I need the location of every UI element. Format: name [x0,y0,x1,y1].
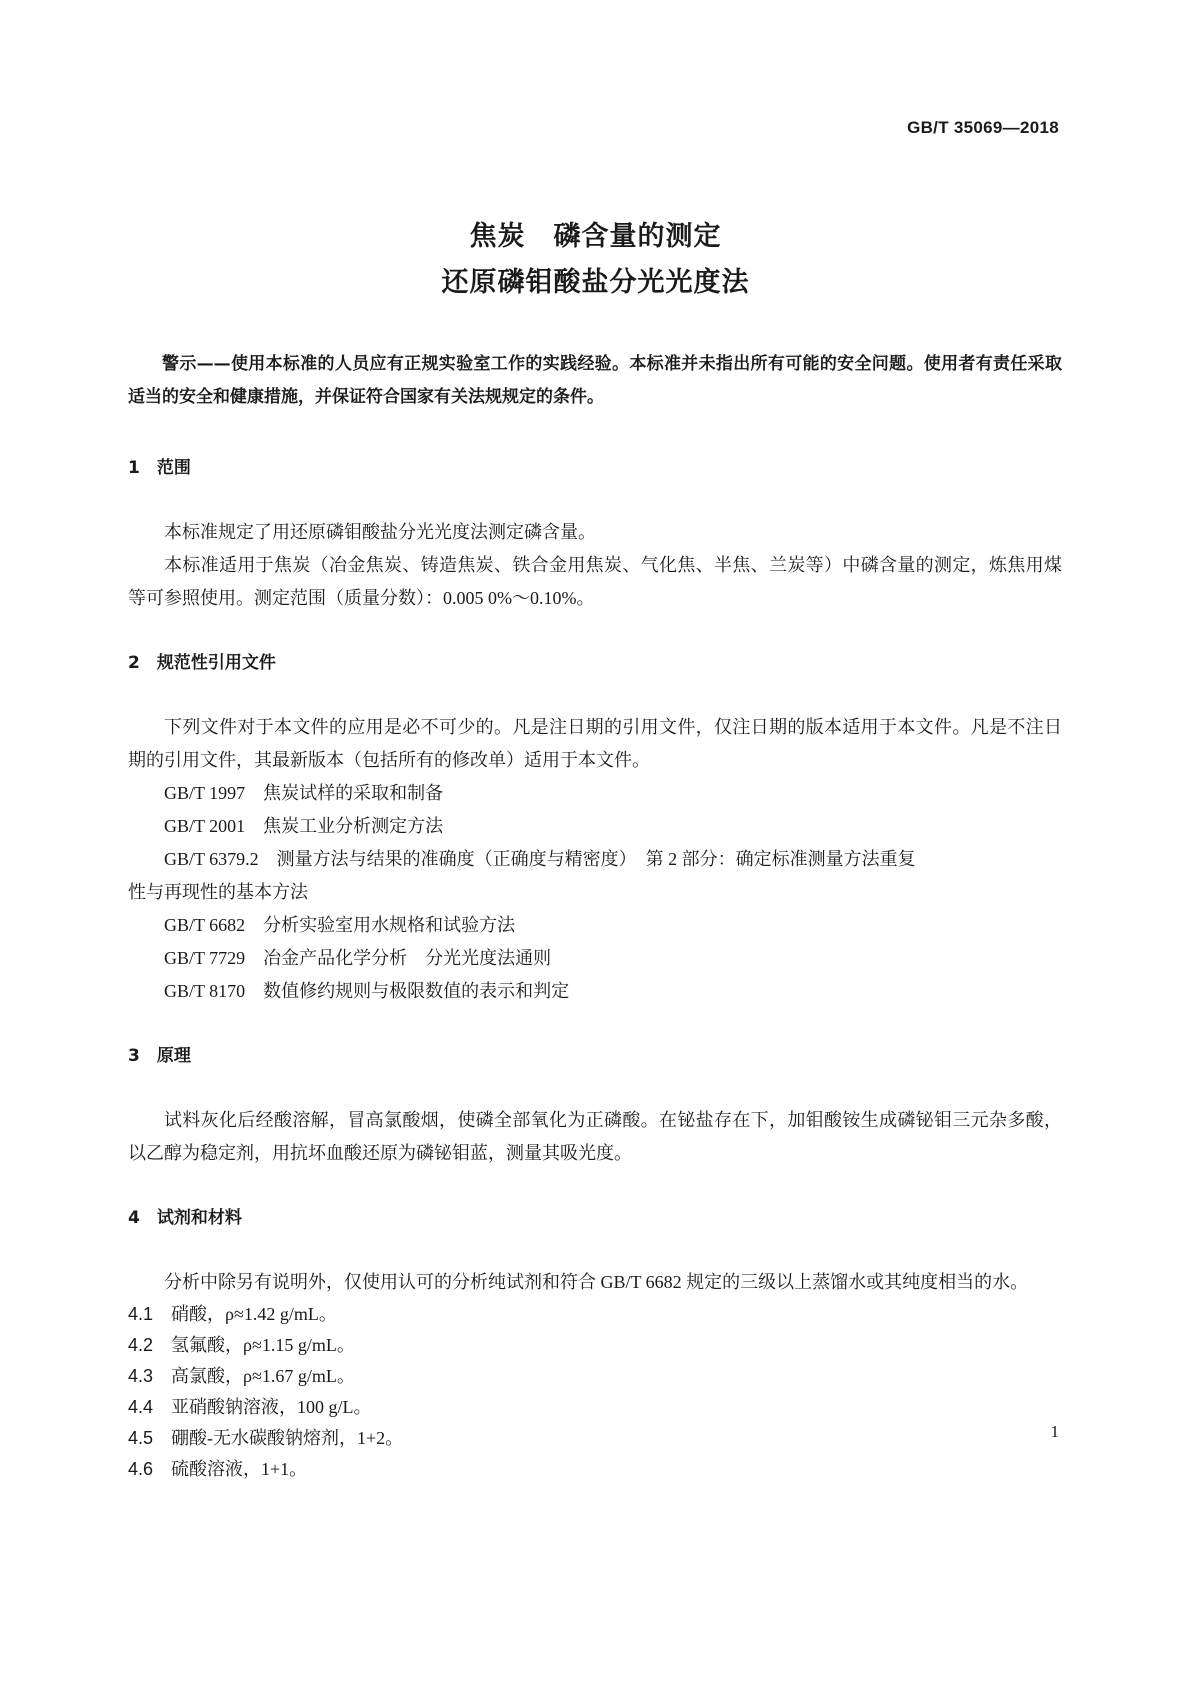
section-heading-references: 2 规范性引用文件 [128,653,276,673]
reference-item: GB/T 2001 焦炭工业分析测定方法 [164,816,444,836]
scope-paragraph: 本标准规定了用还原磷钼酸盐分光光度法测定磷含量。 [164,522,596,542]
reagent-item [128,1330,1062,1361]
reagent-text: 亚硝酸钠溶液，100 g/L。 [171,1397,372,1417]
reagent-number: 4.3 [128,1366,154,1386]
reagent-number: 4.4 [128,1397,154,1417]
reference-item: GB/T 6379.2 测量方法与结果的准确度（正确度与精密度） 第 2 部分：确定标准测量方法重复 [164,849,916,869]
reagent-item [128,1392,1062,1423]
reagent-item [128,1423,1062,1454]
reagent-text: 硝酸，ρ≈1.42 g/mL。 [171,1304,337,1324]
reagent-text: 硼酸-无水碳酸钠熔剂，1+2。 [171,1428,404,1448]
scope-paragraph: 本标准适用于焦炭（冶金焦炭、铸造焦炭、铁合金用焦炭、气化焦、半焦、兰炭等）中磷含量的测定，炼焦用煤等可参照使用。测定范围（质量分数）：0.005 0%～0.10%。 [128,555,1062,608]
reagent-text: 氢氟酸，ρ≈1.15 g/mL。 [171,1335,355,1355]
reagent-text: 硫酸溶液，1+1。 [171,1459,308,1479]
document-body [128,348,1062,1485]
reagent-text: 高氯酸，ρ≈1.67 g/mL。 [171,1366,355,1386]
principle-paragraph: 试料灰化后经酸溶解，冒高氯酸烟，使磷全部氧化为正磷酸。在铋盐存在下，加钼酸铵生成磷铋钼三元杂多酸，以乙醇为稳定剂，用抗坏血酸还原为磷铋钼蓝，测量其吸光度。 [128,1110,1062,1163]
title-line-1: 焦炭 磷含量的测定 [469,221,722,252]
reference-item: GB/T 7729 冶金产品化学分析 分光光度法通则 [164,948,552,968]
reference-item-continuation: 性与再现性的基本方法 [128,882,308,902]
reagent-number: 4.1 [128,1304,154,1324]
reagent-item [128,1361,1062,1392]
standard-code: GB/T 35069—2018 [907,118,1059,137]
reference-item: GB/T 8170 数值修约规则与极限数值的表示和判定 [164,981,570,1001]
document-title [0,214,1191,306]
reference-item: GB/T 6682 分析实验室用水规格和试验方法 [164,915,516,935]
reagent-number: 4.6 [128,1459,154,1479]
section-heading-principle: 3 原理 [128,1046,191,1066]
references-intro: 下列文件对于本文件的应用是必不可少的。凡是注日期的引用文件，仅注日期的版本适用于本文件。凡是不注日期的引用文件，其最新版本（包括所有的修改单）适用于本文件。 [128,717,1062,770]
reagent-item [128,1299,1062,1330]
section-heading-scope: 1 范围 [128,458,191,478]
section-heading-reagents: 4 试剂和材料 [128,1208,242,1228]
reference-item: GB/T 1997 焦炭试样的采取和制备 [164,783,444,803]
reagents-intro: 分析中除另有说明外，仅使用认可的分析纯试剂和符合 GB/T 6682 规定的三级以上蒸馏水或其纯度相当的水。 [164,1272,1029,1292]
reagent-number: 4.2 [128,1335,154,1355]
page-number: 1 [1050,1422,1059,1441]
safety-warning: 警示——使用本标准的人员应有正规实验室工作的实践经验。本标准并未指出所有可能的安全问题。使用者有责任采取适当的安全和健康措施，并保证符合国家有关法规规定的条件。 [128,354,1062,407]
reagent-number: 4.5 [128,1428,154,1448]
reagent-item [128,1454,1062,1485]
title-line-2: 还原磷钼酸盐分光光度法 [441,267,750,298]
